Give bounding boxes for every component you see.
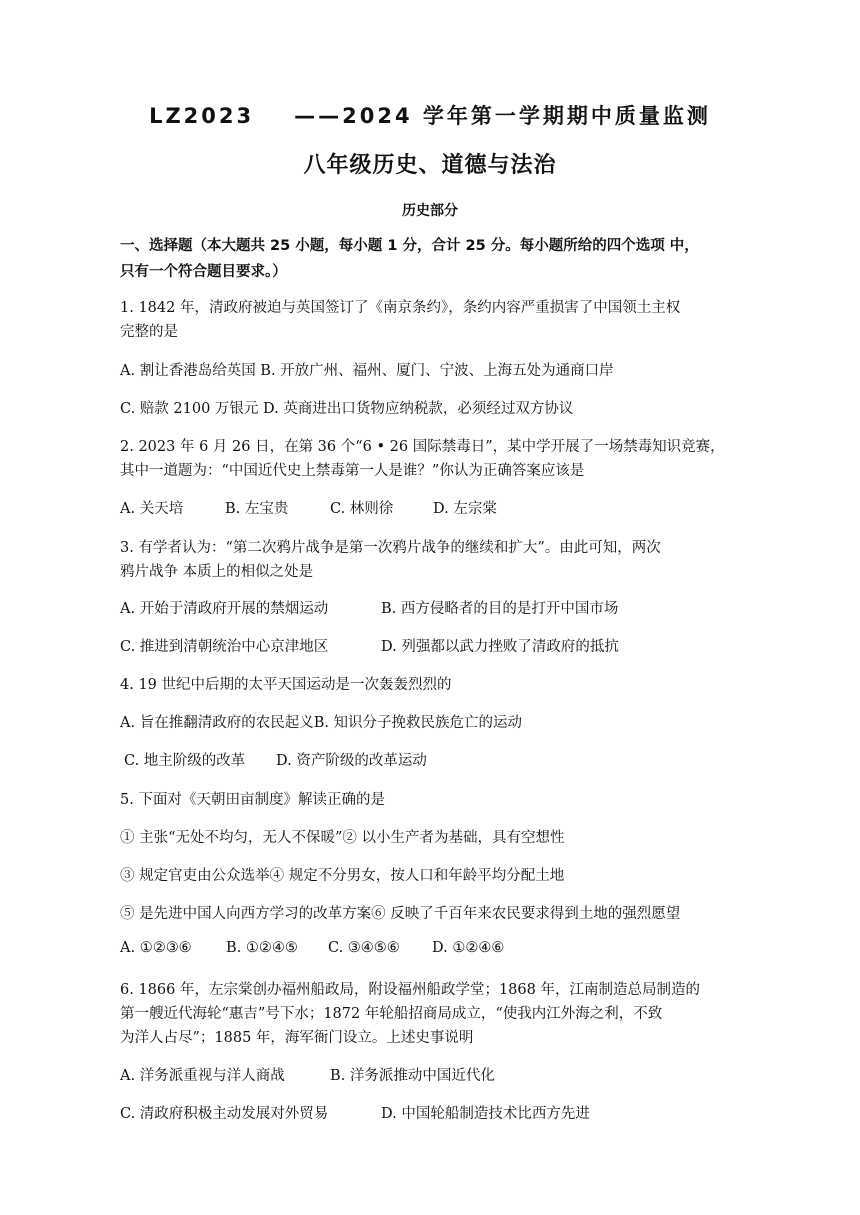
q5-option-b: B. ①②④⑤ xyxy=(226,940,298,956)
exam-title xyxy=(0,100,860,130)
q2-stem-line-1: 2. 2023 年 6 月 26 日，在第 36 个“6 • 26 国际禁毒日”，某中学开展了一场禁毒知识竞赛， xyxy=(120,439,725,455)
q6-option-d: D. 中国轮船制造技术比西方先进 xyxy=(381,1106,590,1122)
q3-stem-line-1: 3. 有学者认为：“第二次鸦片战争是第一次鸦片战争的继续和扩大”。由此可知，两次 xyxy=(120,540,661,556)
q3-option-b: B. 西方侵略者的目的是打开中国市场 xyxy=(381,601,619,617)
q4-options-line-1: A. 旨在推翻清政府的农民起义B. 知识分子挽救民族危亡的运动 xyxy=(120,715,523,731)
q6-stem-line-2: 第一艘近代海轮“惠吉”号下水；1872 年轮船招商局成立，“使我内江外海之利，不致 xyxy=(120,1006,663,1022)
q2-option-c: C. 林则徐 xyxy=(330,501,394,517)
q5-stem: 5. 下面对《天朝田亩制度》解读正确的是 xyxy=(120,792,385,808)
q5-statements-line-2: ③ 规定官吏由公众选举④ 规定不分男女，按人口和年龄平均分配土地 xyxy=(120,868,565,884)
instructions-line-1: 一、选择题（本大题共 25 小题，每小题 1 分，合计 25 分。每小题所给的四个选项 中， xyxy=(120,238,699,254)
q1-stem-line-2: 完整的是 xyxy=(120,324,178,340)
q1-options-line-1: A. 割让香港岛给英国 B. 开放广州、福州、厦门、宁波、上海五处为通商口岸 xyxy=(120,363,614,379)
q6-option-c: C. 清政府积极主动发展对外贸易 xyxy=(120,1106,329,1122)
q6-option-a: A. 洋务派重视与洋人商战 xyxy=(120,1068,285,1084)
q6-stem-line-3: 为洋人占尽”；1885 年，海军衙门设立。上述史事说明 xyxy=(120,1030,474,1046)
q1-options-line-2: C. 赔款 2100 万银元 D. 英商进出口货物应纳税款，必须经过双方协议 xyxy=(120,401,574,417)
q3-option-d: D. 列强都以武力挫败了清政府的抵抗 xyxy=(381,639,619,655)
q2-option-b: B. 左宝贵 xyxy=(225,501,289,517)
q4-option-d: D. 资产阶级的改革运动 xyxy=(276,753,427,769)
q5-option-a: A. ①②③⑥ xyxy=(120,940,192,956)
instructions xyxy=(120,233,750,285)
q5-option-d: D. ①②④⑥ xyxy=(432,940,505,956)
q5-statements-line-1: ① 主张“无处不均匀，无人不保暖”② 以小生产者为基础，具有空想性 xyxy=(120,830,565,846)
q2-option-a: A. 关天培 xyxy=(120,501,184,517)
section-heading: 历史部分 xyxy=(402,203,458,219)
instructions-line-2: 只有一个符合题目要求。） xyxy=(120,264,287,280)
q2-stem-line-2: 其中一道题为：“中国近代史上禁毒第一人是谁？”你认为正确答案应该是 xyxy=(120,463,585,479)
q5-option-c: C. ③④⑤⑥ xyxy=(328,940,400,956)
exam-subtitle: 八年级历史、道德与法治 xyxy=(303,153,557,178)
q6-option-b: B. 洋务派推动中国近代化 xyxy=(330,1068,495,1084)
exam-title-code: LZ2023 xyxy=(149,104,255,128)
q3-option-c: C. 推进到清朝统治中心京津地区 xyxy=(120,639,329,655)
exam-title-text: ——2024 学年第一学期期中质量监测 xyxy=(294,104,711,128)
q1-stem-line-1: 1. 1842 年，清政府被迫与英国签订了《南京条约》，条约内容严重损害了中国领土主权 xyxy=(120,300,681,316)
q2-option-d: D. 左宗棠 xyxy=(433,501,497,517)
q3-option-a: A. 开始于清政府开展的禁烟运动 xyxy=(120,601,329,617)
q3-stem-line-2: 鸦片战争 本质上的相似之处是 xyxy=(120,564,314,580)
q5-statements-line-3: ⑤ 是先进中国人向西方学习的改革方案⑥ 反映了千百年来农民要求得到土地的强烈愿望 xyxy=(120,906,681,922)
q4-stem: 4. 19 世纪中后期的太平天国运动是一次轰轰烈烈的 xyxy=(120,677,452,693)
q6-stem-line-1: 6. 1866 年，左宗棠创办福州船政局，附设福州船政学堂；1868 年，江南制造总局制造的 xyxy=(120,982,700,998)
q4-option-c: C. 地主阶级的改革 xyxy=(124,753,246,769)
